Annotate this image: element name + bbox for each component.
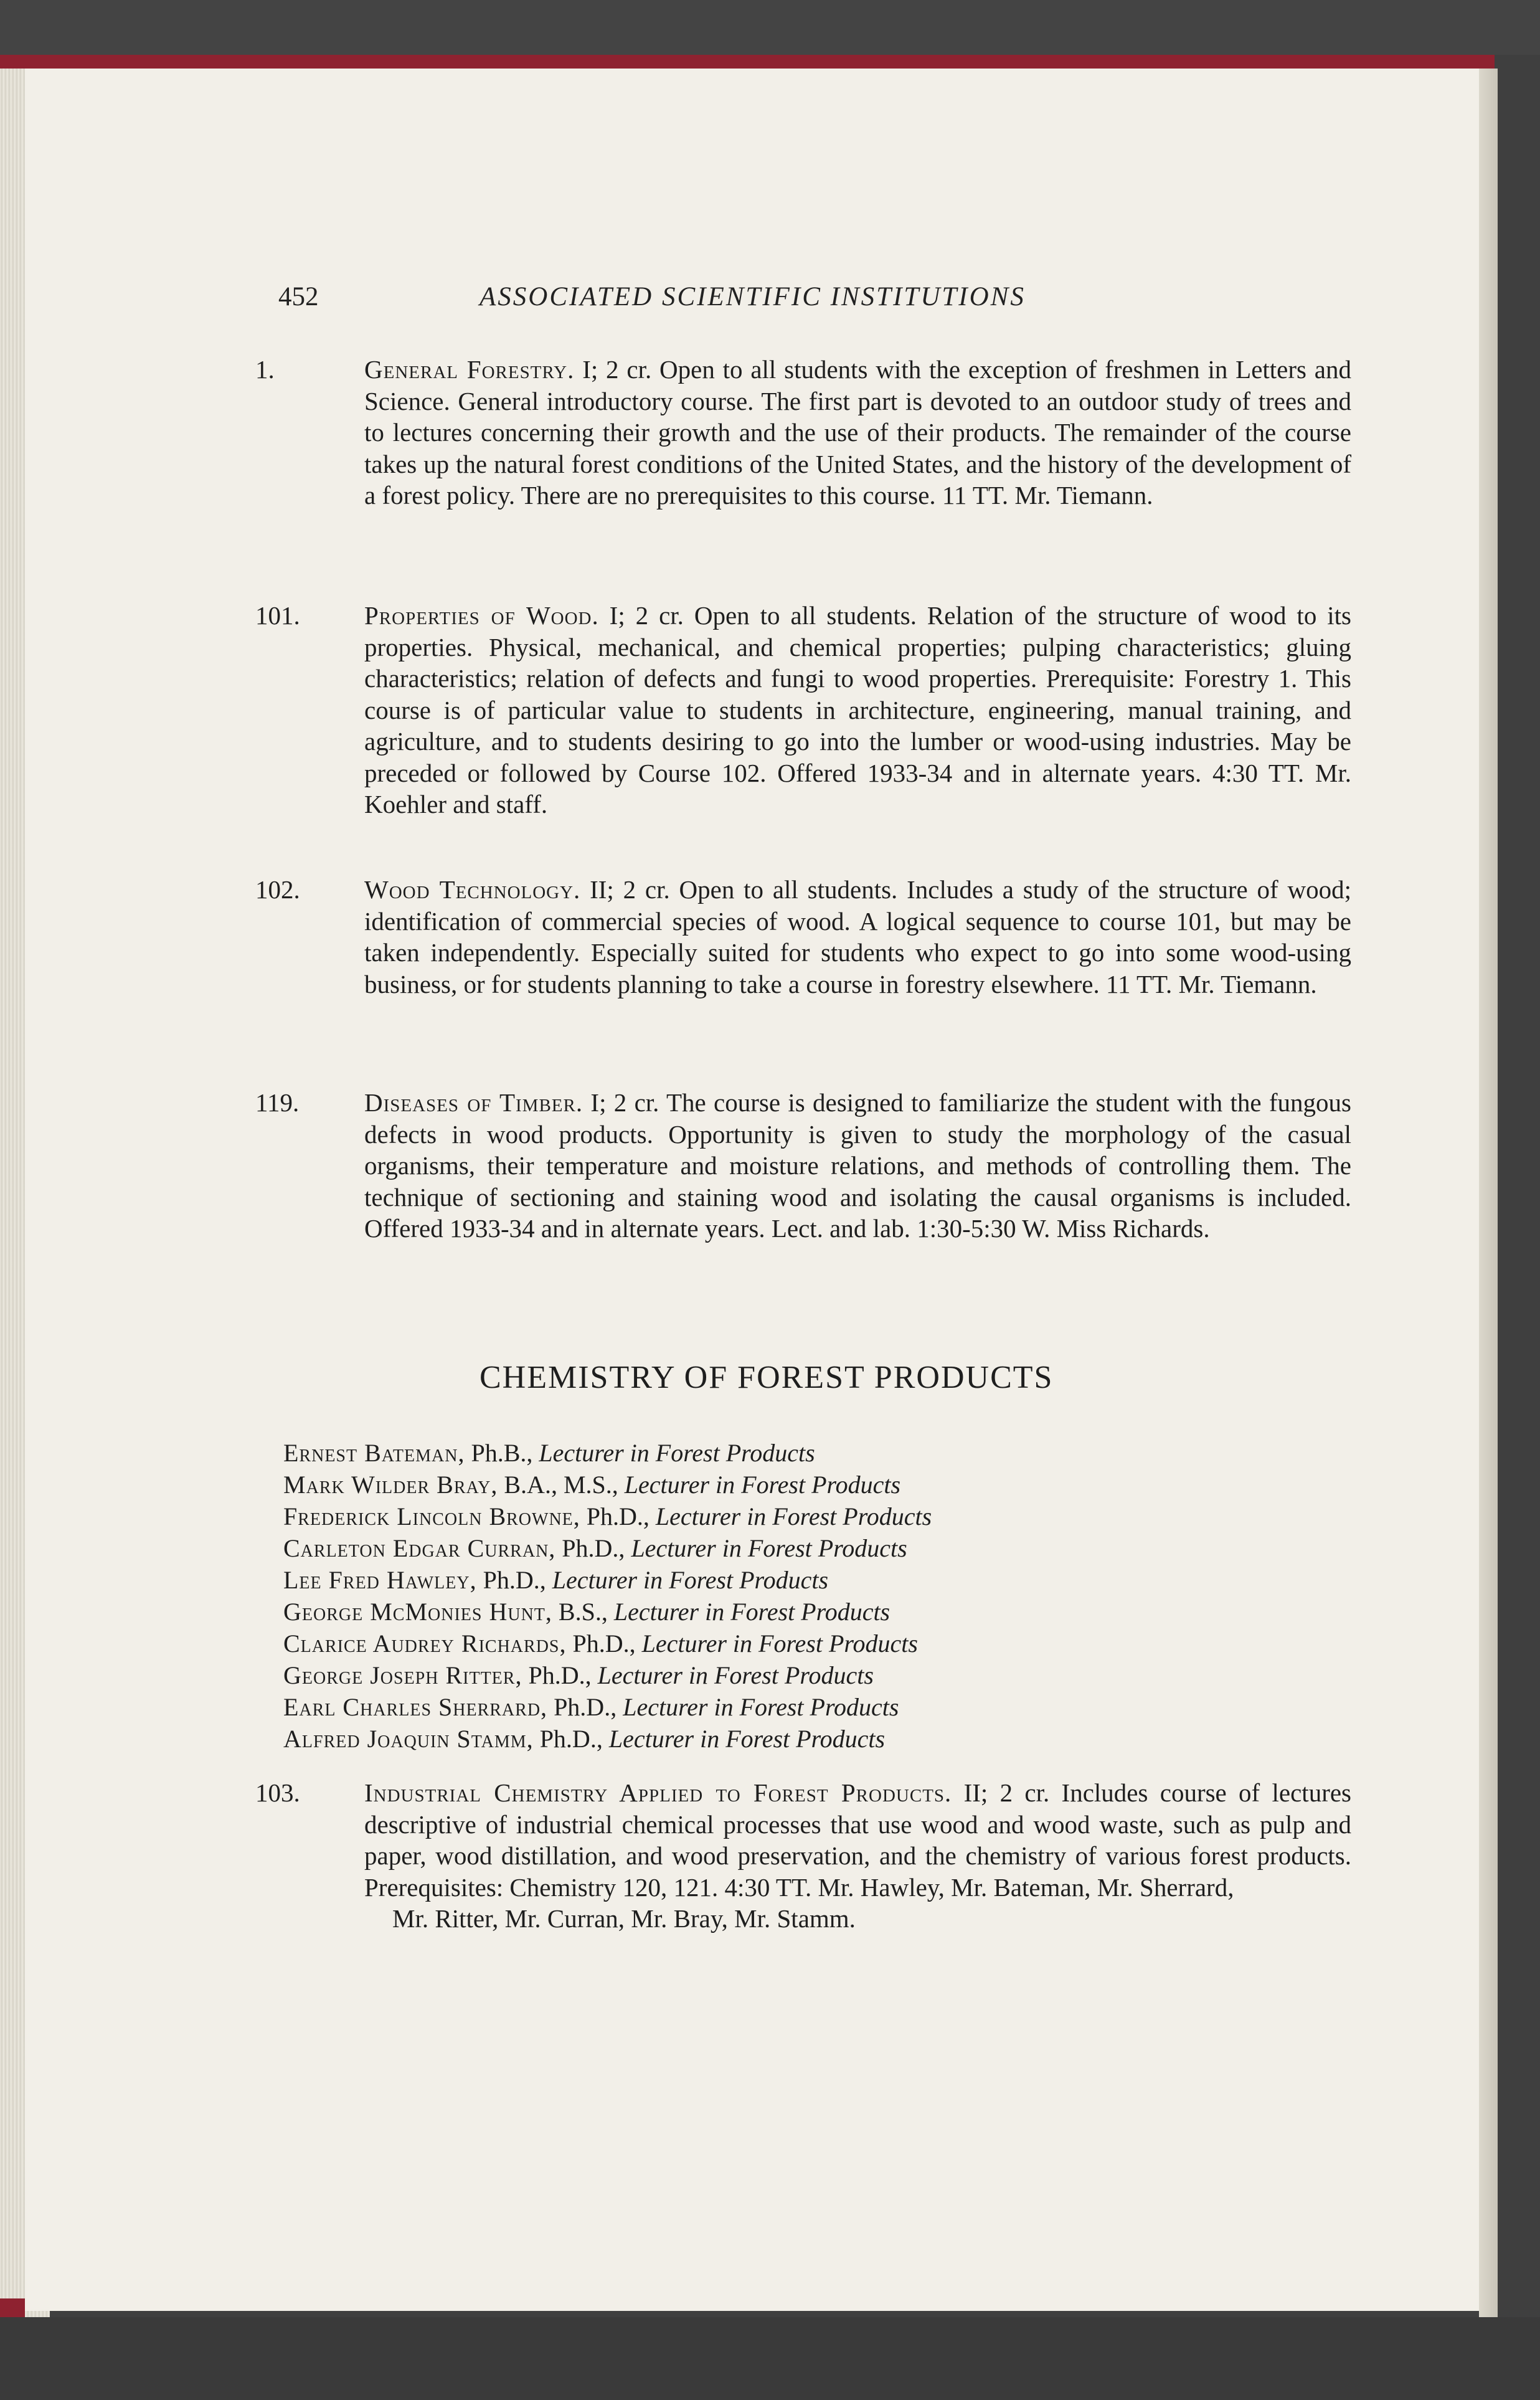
staff-title: Lecturer in Forest Products bbox=[539, 1439, 815, 1467]
staff-degree: Ph.D., bbox=[522, 1661, 598, 1689]
staff-entry bbox=[283, 1691, 1342, 1723]
book-right-page-edge bbox=[1479, 69, 1498, 2317]
staff-title: Lecturer in Forest Products bbox=[552, 1566, 829, 1594]
course-description: II; 2 cr. Includes course of lectures descriptive of industrial chemical processes that use wood and wood waste, such as pulp and paper, wood distillation, and wood preservation, and the chemistry of various forest products. Prerequisites: Chemistry 120, 121. 4:30 TT. Mr. Hawley, Mr. Bateman, Mr. Sherrard, bbox=[364, 1778, 1351, 1902]
staff-entry bbox=[283, 1501, 1342, 1532]
course-description: I; 2 cr. The course is designed to familiarize the student with the fungous defects in wood products. Opportunity is given to study the morphology of the casual organisms, their temperature and moisture relations, and methods of controlling them. The technique of sectioning and staining wood and isolating the causal organisms is included. Offered 1933-34 and in alternate years. Lect. and lab. 1:30-5:30 W. Miss Richards. bbox=[364, 1088, 1351, 1243]
course-title: Diseases of Timber. bbox=[364, 1088, 583, 1117]
course-title: General Forestry. bbox=[364, 355, 575, 384]
staff-entry bbox=[283, 1437, 1342, 1469]
staff-name: Mark Wilder Bray, bbox=[283, 1471, 498, 1499]
staff-title: Lecturer in Forest Products bbox=[631, 1534, 907, 1562]
staff-list bbox=[283, 1437, 1342, 1755]
book-top-edge bbox=[0, 0, 1540, 55]
staff-degree: B.A., M.S., bbox=[498, 1471, 625, 1499]
staff-entry bbox=[283, 1596, 1342, 1628]
staff-name: Earl Charles Sherrard, bbox=[283, 1693, 548, 1721]
book-binding-bottom bbox=[0, 2298, 25, 2317]
staff-degree: Ph.D., bbox=[580, 1502, 656, 1530]
staff-title: Lecturer in Forest Products bbox=[624, 1471, 901, 1499]
course-title: Properties of Wood. bbox=[364, 601, 599, 630]
staff-name: Frederick Lincoln Browne, bbox=[283, 1502, 580, 1530]
staff-degree: Ph.D., bbox=[547, 1693, 623, 1721]
course-instructors-line: Mr. Ritter, Mr. Curran, Mr. Bray, Mr. Stamm. bbox=[392, 1904, 856, 1933]
course-entry bbox=[255, 1087, 1351, 1245]
staff-degree: Ph.D., bbox=[566, 1629, 642, 1658]
course-number: 119. bbox=[255, 1088, 300, 1117]
course-entry bbox=[255, 874, 1351, 1000]
staff-degree: Ph.D., bbox=[533, 1725, 609, 1753]
staff-title: Lecturer in Forest Products bbox=[655, 1502, 932, 1530]
course-description: II; 2 cr. Open to all students. Includes a study of the structure of wood; identification of commercial species of wood. A logical sequence to course 101, but may be taken independently. Especially suited for students who expect to go into some wood-using business, or for students planning to take a course in forestry elsewhere. 11 TT. Mr. Tiemann. bbox=[364, 875, 1351, 998]
page-number: 452 bbox=[278, 282, 319, 311]
course-entry bbox=[255, 354, 1351, 511]
course-description: I; 2 cr. Open to all students with the exception of freshmen in Letters and Science. General introductory course. The first part is devoted to an outdoor study of trees and to lectures concerning their growth and the use of their products. The remainder of the course takes up the natural forest conditions of the United States, and the history of the development of a forest policy. There are no prerequisites to this course. 11 TT. Mr. Tiemann. bbox=[364, 355, 1351, 510]
staff-name: Alfred Joaquin Stamm, bbox=[283, 1725, 534, 1753]
staff-name: George McMonies Hunt, bbox=[283, 1598, 552, 1626]
course-description: I; 2 cr. Open to all students. Relation of the structure of wood to its properties. Physical, mechanical, and chemical properties; pulping characteristics; gluing characteristics; relation of defects and fungi to wood properties. Prerequisite: Forestry 1. This course is of particular value to students in architecture, engineering, manual training, and agriculture, and to students desiring to go into the lumber or wood-using industries. May be preceded or followed by Course 102. Offered 1933-34 and in alternate years. 4:30 TT. Mr. Koehler and staff. bbox=[364, 601, 1351, 818]
staff-title: Lecturer in Forest Products bbox=[613, 1598, 890, 1626]
running-head: ASSOCIATED SCIENTIFIC INSTITUTIONS bbox=[479, 282, 1026, 311]
background-bottom bbox=[0, 2317, 1540, 2400]
staff-title: Lecturer in Forest Products bbox=[641, 1629, 918, 1658]
course-number: 1. bbox=[255, 355, 275, 384]
course-title: Wood Technology. bbox=[364, 875, 581, 904]
course-entry bbox=[255, 600, 1351, 820]
staff-entry bbox=[283, 1659, 1342, 1691]
staff-entry bbox=[283, 1628, 1342, 1659]
course-number: 102. bbox=[255, 875, 300, 904]
section-heading: CHEMISTRY OF FOREST PRODUCTS bbox=[479, 1360, 1054, 1395]
course-title: Industrial Chemistry Applied to Forest Products. bbox=[364, 1778, 952, 1807]
staff-name: George Joseph Ritter, bbox=[283, 1661, 522, 1689]
staff-entry bbox=[283, 1723, 1342, 1755]
course-number: 101. bbox=[255, 601, 300, 630]
staff-degree: Ph.B., bbox=[465, 1439, 539, 1467]
staff-degree: B.S., bbox=[552, 1598, 614, 1626]
staff-title: Lecturer in Forest Products bbox=[608, 1725, 886, 1753]
staff-entry bbox=[283, 1469, 1342, 1501]
staff-name: Carleton Edgar Curran, bbox=[283, 1534, 556, 1562]
staff-title: Lecturer in Forest Products bbox=[597, 1661, 874, 1689]
staff-name: Lee Fred Hawley, bbox=[283, 1566, 477, 1594]
course-entry bbox=[255, 1777, 1351, 1935]
staff-degree: Ph.D., bbox=[555, 1534, 631, 1562]
staff-title: Lecturer in Forest Products bbox=[623, 1693, 899, 1721]
staff-entry bbox=[283, 1564, 1342, 1596]
staff-entry bbox=[283, 1532, 1342, 1564]
staff-degree: Ph.D., bbox=[476, 1566, 552, 1594]
course-number: 103. bbox=[255, 1778, 300, 1807]
staff-name: Ernest Bateman, bbox=[283, 1439, 465, 1467]
staff-name: Clarice Audrey Richards, bbox=[283, 1629, 567, 1658]
